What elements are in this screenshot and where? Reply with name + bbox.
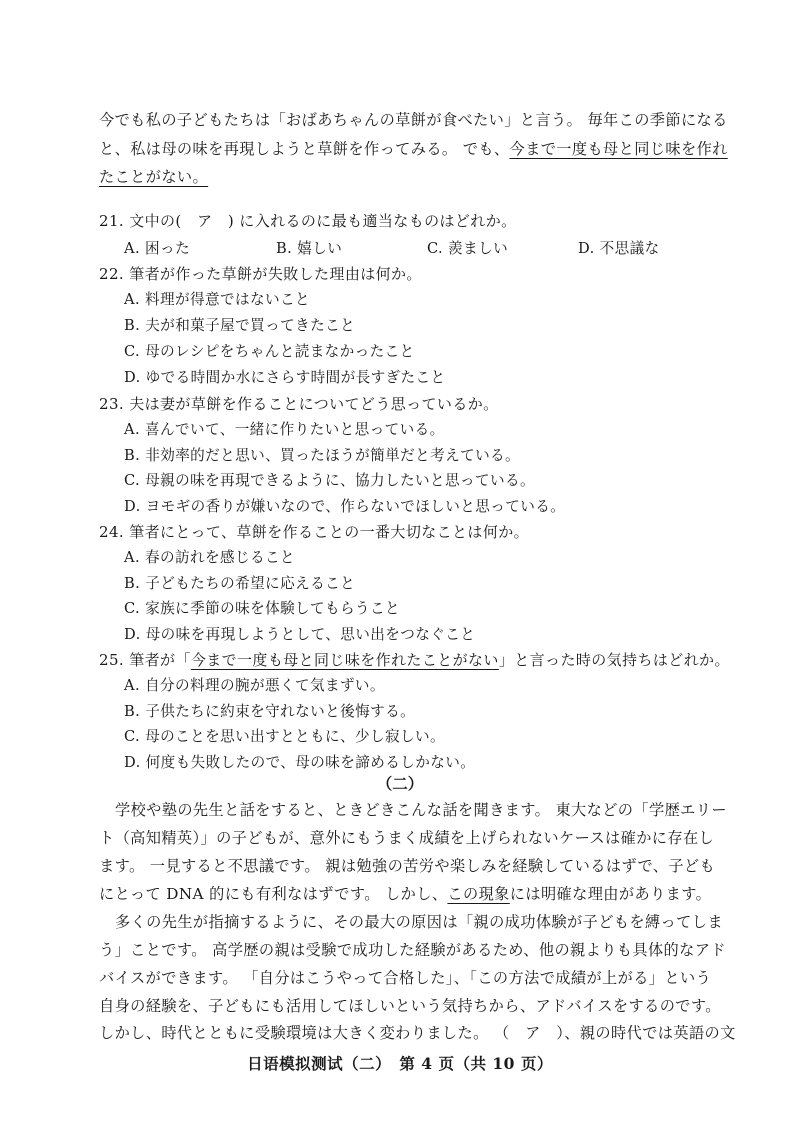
q25-option-b: B. 子供たちに約束を守れないと後悔する。 (124, 703, 416, 720)
q21-option-b: B. 嬉しい (276, 240, 343, 257)
q25-option-a: A. 自分の料理の腕が悪くて気まずい。 (124, 677, 385, 694)
question-25 (99, 649, 730, 671)
section2-line-2: ト（高知精英）」の子どもが、意外にもうまく成績を上げられないケースは確かに存在し (99, 829, 715, 847)
section2-line-4-end: には明確な理由があります。 (509, 885, 712, 903)
q21-option-c: C. 羨ましい (427, 240, 509, 257)
q23-option-b: B. 非効率的だと思い、買ったほうが簡単だと考えている。 (124, 447, 521, 464)
q21-option-d: D. 不思議な (578, 240, 660, 257)
question-23: 23. 夫は妻が草餅を作ることについてどう思っているか。 (99, 395, 499, 413)
section2-line-8: 自身の経験を、子どもにも活用してほしいという気持ちから、アドバイスをするのです。 (99, 997, 721, 1015)
q21-option-a: A. 困った (124, 240, 190, 257)
question-22: 22. 筆者が作った草餅が失敗した理由は何か。 (99, 265, 422, 283)
q24-option-c: C. 家族に季節の味を体験してもらうこと (124, 600, 401, 617)
passage-line-1: 今でも私の子どもたちは「おばあちゃんの草餅が食べたい」と言う。 毎年この季節になる (99, 111, 728, 129)
q22-option-c: C. 母のレシピをちゃんと読まなかったこと (124, 343, 415, 360)
section2-line-4 (99, 883, 711, 905)
q23-option-a: A. 喜んでいて、一緒に作りたいと思っている。 (124, 421, 445, 438)
section2-line-9: しかし、時代とともに受験環境は大きく変わりました。 （ ア ）、親の時代では英語の文 (99, 1024, 736, 1042)
q25-stem-end: 」と言った時の気持ちはどれか。 (498, 651, 730, 669)
q22-option-d: D. ゆでる時間か水にさらす時間が長すぎたこと (124, 369, 446, 386)
q24-option-d: D. 母の味を再現しようとして、思い出をつなぐこと (124, 626, 476, 643)
q22-option-a: A. 料理が得意ではないこと (124, 291, 310, 308)
section2-line-5: 多くの先生が指摘するように、その最大の原因は「親の成功体験が子どもを縛ってしま (115, 913, 723, 931)
section-heading: （二） (376, 774, 424, 793)
q25-option-c: C. 母のことを思い出すとともに、少し寂しい。 (124, 728, 446, 745)
section2-line-6: う」ことです。 高学歴の親は受験で成功した経験があるため、他の親よりも具体的なアド (99, 941, 726, 959)
section2-line-4-start: にとって DNA 的にも有利なはずです。 しかし、 (99, 885, 448, 903)
q22-option-b: B. 夫が和菓子屋で買ってきたこと (124, 317, 356, 334)
underlined-phrase: 今まで一度も母と同じ味を作れ (509, 140, 728, 158)
passage-line-3: たことがない。 (99, 168, 209, 186)
q25-quoted-phrase: 今まで一度も母と同じ味を作れたことがない (190, 651, 499, 669)
q23-option-d: D. ヨモギの香りが嫌いなので、作らないでほしいと思っている。 (124, 498, 566, 515)
section2-line-7: バイスができます。 「自分はこうやって合格した」、「この方法で成績が上がる」という (99, 969, 712, 987)
q24-option-b: B. 子どもたちの希望に応えること (124, 575, 356, 592)
section2-line-1: 学校や塾の先生と話をすると、ときどきこんな話を聞きます。 東大などの「学歴エリー (115, 801, 727, 819)
q24-option-a: A. 春の訪れを感じること (124, 549, 295, 566)
underlined-this-phenomenon: この現象 (447, 885, 510, 903)
section2-line-3: ます。 一見すると不思議です。 親は勉強の苦労や楽しみを経験しているはずで、子ども (99, 857, 716, 875)
passage-line-2-text: と、私は母の味を再現しようと草餅を作ってみる。 でも、 (99, 140, 510, 158)
question-21: 21. 文中の( ア ) に入れるのに最も適当なものはどれか。 (99, 212, 517, 230)
passage-line-2 (99, 138, 728, 160)
page-footer: 日语模拟测试（二） 第 4 页（共 10 页） (247, 1054, 553, 1073)
q25-option-d: D. 何度も失敗したので、母の味を諦めるしかない。 (124, 754, 476, 771)
q25-stem-start: 25. 筆者が「 (99, 651, 191, 669)
question-24: 24. 筆者にとって、草餅を作ることの一番大切なことは何か。 (99, 523, 530, 541)
q23-option-c: C. 母親の味を再現できるように、協力したいと思っている。 (124, 472, 535, 489)
